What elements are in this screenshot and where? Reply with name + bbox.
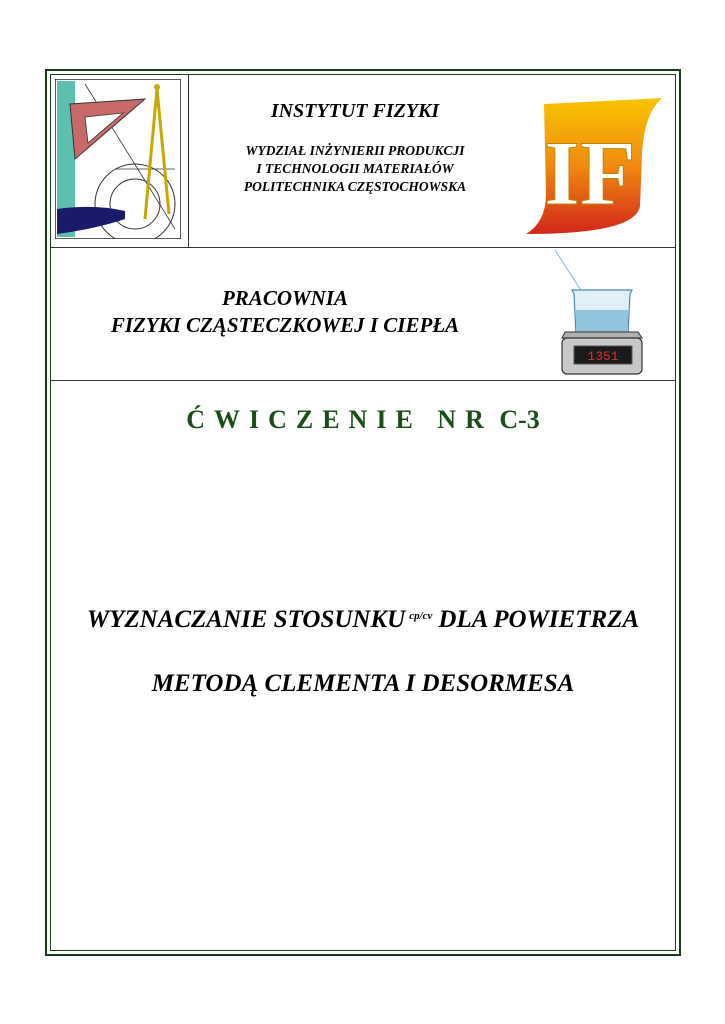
scale-display: 1351 [587, 349, 619, 364]
exercise-number [50, 405, 676, 435]
faculty-line-2: I TECHNOLOGII MATERIAŁÓW [256, 161, 454, 176]
if-logo-text: IF [544, 122, 636, 224]
lab-name-line-2: FIZYKI CZĄSTECZKOWEJ I CIEPŁA [110, 313, 460, 337]
exercise-prefix: ĆWICZENIE NR [186, 405, 493, 434]
lab-divider [50, 380, 676, 381]
title-line-1 [50, 606, 676, 634]
logo-divider [188, 74, 189, 247]
title-part-1: WYZNACZANIE STOSUNKU [86, 606, 406, 633]
lab-name-line-1: PRACOWNIA [221, 286, 349, 310]
institute-name: INSTYTUT FIZYKI [270, 100, 440, 122]
scale-beaker-icon [550, 250, 650, 378]
university-name: POLITECHNIKA CZĘSTOCHOWSKA [243, 179, 467, 194]
title-line-2: METODĄ CLEMENTA I DESORMESA [151, 670, 575, 697]
heat-capacity-ratio: cp/cv [409, 610, 433, 622]
if-logo [524, 94, 666, 236]
exercise-code: C-3 [499, 405, 540, 434]
faculty-line-1: WYDZIAŁ INŻYNIERII PRODUKCJI [245, 143, 465, 158]
drafting-tools-logo [55, 79, 181, 239]
title-part-2: DLA POWIETRZA [438, 606, 640, 633]
header-divider [50, 247, 676, 248]
